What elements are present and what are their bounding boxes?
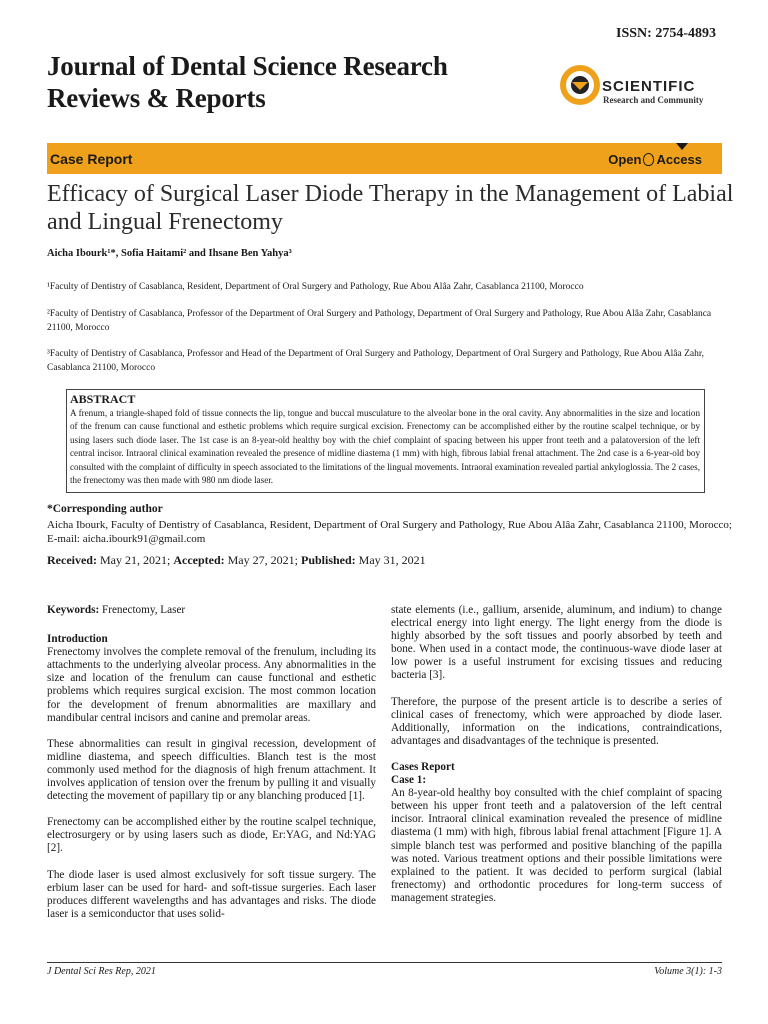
journal-title-line2: Reviews & Reports <box>47 83 266 113</box>
published-date: May 31, 2021 <box>358 553 426 567</box>
abstract-heading: ABSTRACT <box>70 392 136 406</box>
published-label: Published: <box>300 553 356 567</box>
open-access-badge <box>608 143 702 174</box>
open-lock-icon <box>643 153 654 166</box>
issn: ISSN: 2754-4893 <box>616 26 716 41</box>
paragraph: The diode laser is used almost exclusively for soft tissue surgery. The erbium laser can be used for hard- and soft-tissue surgeries. Each laser produces different wavelengths and has advantages and risks. The diode laser is a semiconductor that uses solid- <box>47 868 376 920</box>
paragraph: Frenectomy can be accomplished either by the routine scalpel technique, electrosurgery or by using lasers such as diode, Er:YAG, and Nd:YAG [2]. <box>47 816 376 855</box>
keywords-label: Keywords: <box>47 604 100 616</box>
paragraph: These abnormalities can result in gingival recession, development of midline diastema, and speech difficulties. Blanch test is the most commonly used method for the diagnosis of high frenum attachment. It involves application of tension over the frenum by pulling it and visually detecting the movement of papillary tip or any blanching produced [1]. <box>47 737 376 803</box>
paragraph: state elements (i.e., gallium, arsenide, aluminum, and indium) to change electrical energy into light energy. The light energy from the diode is highly absorbed by the soft tissues and poorly absorbed by teeth and bone. When used in a contact mode, the continuous-wave diode laser at low power is a useful instrument for excising tissues and reducing bacteria [3]. <box>391 604 722 682</box>
affiliation-2: ²Faculty of Dentistry of Casablanca, Professor of the Department of Oral Surgery and Pathology, Department of Oral Surgery and Pathology, Rue Abou Alâa Zahr, Casablanca 21100, Morocco <box>47 309 712 333</box>
affiliation-3: ³Faculty of Dentistry of Casablanca, Professor and Head of the Department of Oral Surgery and Pathology, Department of Oral Surgery and Pathology, Rue Abou Alâa Zahr, Casablanca 21100, Morocco <box>47 349 705 373</box>
corresponding-author-heading: *Corresponding author <box>47 503 163 515</box>
abstract-text: A frenum, a triangle-shaped fold of tissue connects the lip, tongue and buccal musculature to the alveolar bone in the oral cavity. Any abnormalities in the size and location of the frenum can cause functional and esthetic problems which require surgical excision. Frenectomy can be accomplished either by the routine scalpel technique, or by using lasers such diode laser. The 1st case is an 8-year-old healthy boy with the chief complaint of spacing between his upper front teeth and a palatoversion of the left central incisor. Intraoral clinical examination revealed the presence of midline diastema (1 mm) with high, fibrous labial frenal attachment. The 2nd case is a 6-year-old boy consulted with the complaint of difficulty in speech associated to the limitations of the lingual movements. Intraoral examination revealed partial ankyloglossia. The 2 cases, the frenectomy was then made with 980 nm diode laser. <box>70 408 700 486</box>
introduction-heading: Introduction <box>47 633 108 646</box>
journal-title <box>47 50 448 114</box>
footer-volume: Volume 3(1): 1-3 <box>654 966 722 977</box>
logo-name: SCIENTIFIC <box>602 78 696 95</box>
author-list: Aicha Ibourk¹*, Sofia Haitami² and Ihsane Ben Yahya³ <box>47 248 292 259</box>
body-column-left <box>47 604 376 934</box>
footer-citation: J Dental Sci Res Rep, 2021 <box>47 966 156 977</box>
body-column-right <box>391 604 722 918</box>
received-date: May 21, 2021; <box>99 553 171 567</box>
corresponding-author-text: Aicha Ibourk, Faculty of Dentistry of Casablanca, Resident, Department of Oral Surgery and Pathology, Rue Abou Alâa Zahr, Casablanca 21100, Morocco; E-mail: aicha.ibourk91@gmail.com <box>47 519 732 545</box>
keywords <box>47 604 376 617</box>
paragraph: Therefore, the purpose of the present article is to describe a series of clinical cases of frenectomy, which were approached by diode laser. Additionally, information on the indications, contraindications, advantages and disadvantages of the technique is presented. <box>391 695 722 747</box>
keywords-value: Frenectomy, Laser <box>102 604 186 616</box>
journal-title-line1: Journal of Dental Science Research <box>47 51 448 81</box>
publication-dates <box>47 553 426 568</box>
affiliation-1: ¹Faculty of Dentistry of Casablanca, Resident, Department of Oral Surgery and Pathology, Rue Abou Alâa Zahr, Casablanca 21100, Morocco <box>47 282 584 292</box>
paragraph: An 8-year-old healthy boy consulted with the chief complaint of spacing between his upper front teeth and a palatoversion of the left central incisor. Intraoral clinical examination revealed the presence of midline diastema (1 mm) with high, fibrous labial frenal attachment [Figure 1]. A simple blanch test was performed and positive blanching of the papilla was noted. Various treatment options and their possible limitations were explained to the patient. It was decided to perform surgical (labial frenectomy) and orthodontic procedures for long-term success of management strategies. <box>391 787 722 904</box>
access-label: Access <box>656 152 702 167</box>
logo-subtitle: Research and Community <box>603 95 704 105</box>
article-title: Efficacy of Surgical Laser Diode Therapy in the Management of Labial and Lingual Frenectomy <box>47 181 734 235</box>
cases-report-heading: Cases Report <box>391 760 455 773</box>
accepted-date: May 27, 2021; <box>227 553 298 567</box>
received-label: Received: <box>47 553 97 567</box>
paragraph: Frenectomy involves the complete removal of the frenulum, including its attachments to the underlying alveolar process. Any abnormalities in the size and location of the frenulum can cause functional and esthetic problems which requires surgical excision. The most common location for the development of frenum abnormalities are maxillary and mandibular central incisors and canine and premolar areas. <box>47 646 376 724</box>
article-type-label: Case Report <box>50 151 133 167</box>
case-1-heading: Case 1: <box>391 774 427 787</box>
open-label: Open <box>608 152 642 167</box>
footer-divider <box>47 962 722 963</box>
accepted-label: Accepted: <box>173 553 225 567</box>
